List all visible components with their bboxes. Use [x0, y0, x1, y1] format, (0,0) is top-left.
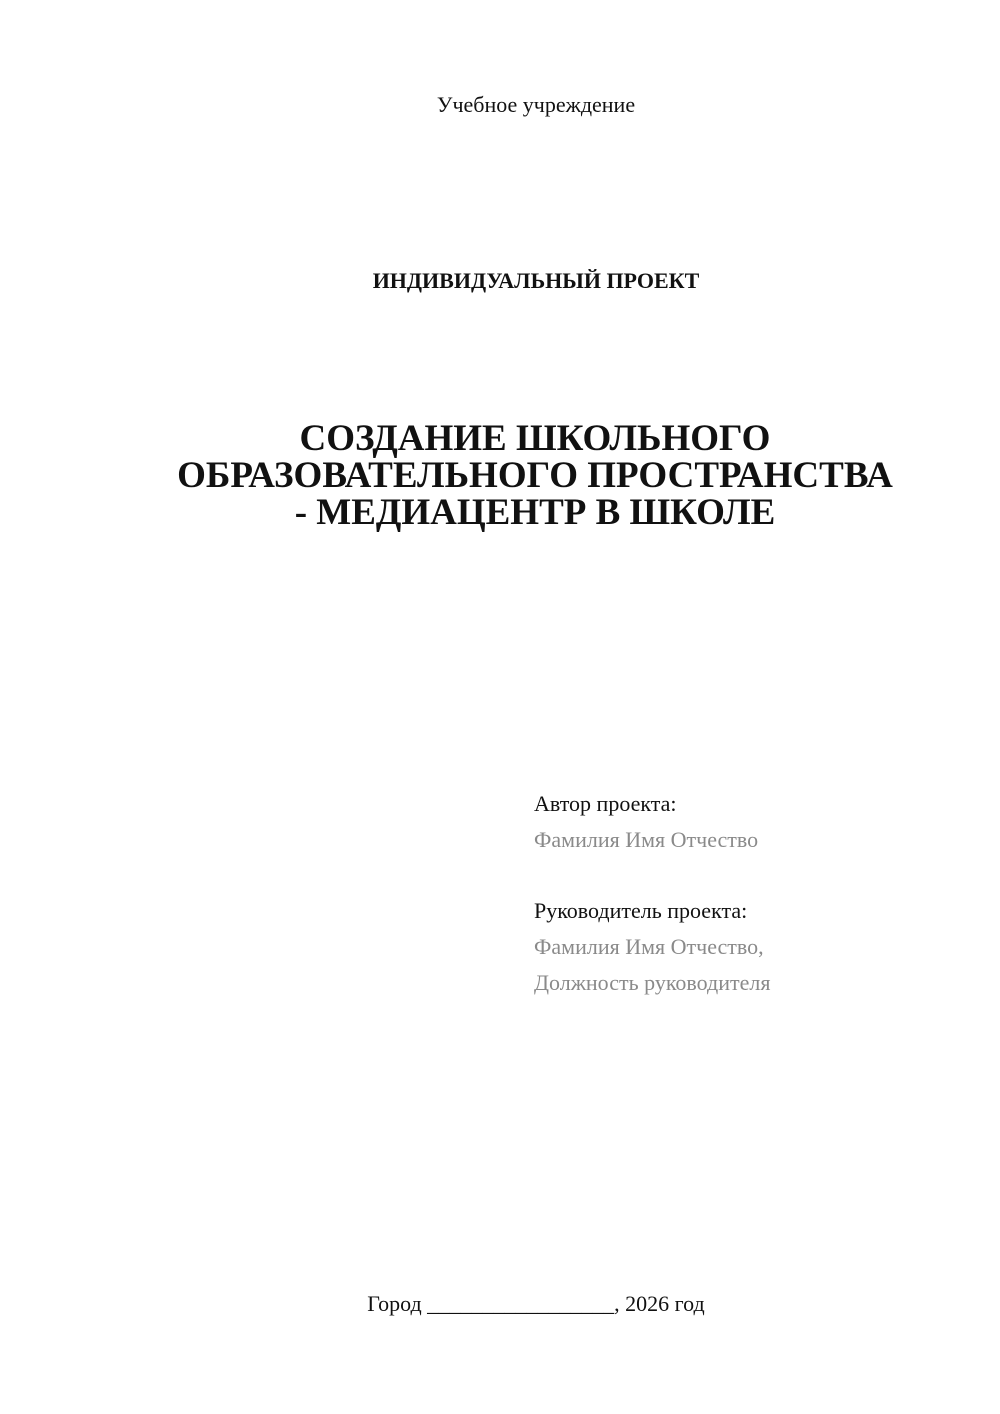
- supervisor-label: Руководитель проекта:: [534, 898, 748, 923]
- supervisor-name: Фамилия Имя Отчество,: [534, 934, 764, 959]
- city-year-line: Город _________________, 2026 год: [367, 1291, 705, 1316]
- project-title-line: ОБРАЗОВАТЕЛЬНОГО ПРОСТРАНСТВА: [177, 455, 893, 496]
- supervisor-block: [534, 893, 974, 1001]
- document-type: ИНДИВИДУАЛЬНЫЙ ПРОЕКТ: [372, 268, 700, 293]
- project-title: [120, 420, 950, 531]
- project-title-line: - МЕДИАЦЕНТР В ШКОЛЕ: [294, 492, 776, 533]
- institution-name: Учебное учреждение: [436, 92, 636, 117]
- author-label: Автор проекта:: [534, 791, 677, 816]
- project-title-line: СОЗДАНИЕ ШКОЛЬНОГО: [299, 418, 771, 459]
- supervisor-position: Должность руководителя: [534, 970, 771, 995]
- author-block: [534, 786, 974, 858]
- author-name: Фамилия Имя Отчество: [534, 827, 759, 852]
